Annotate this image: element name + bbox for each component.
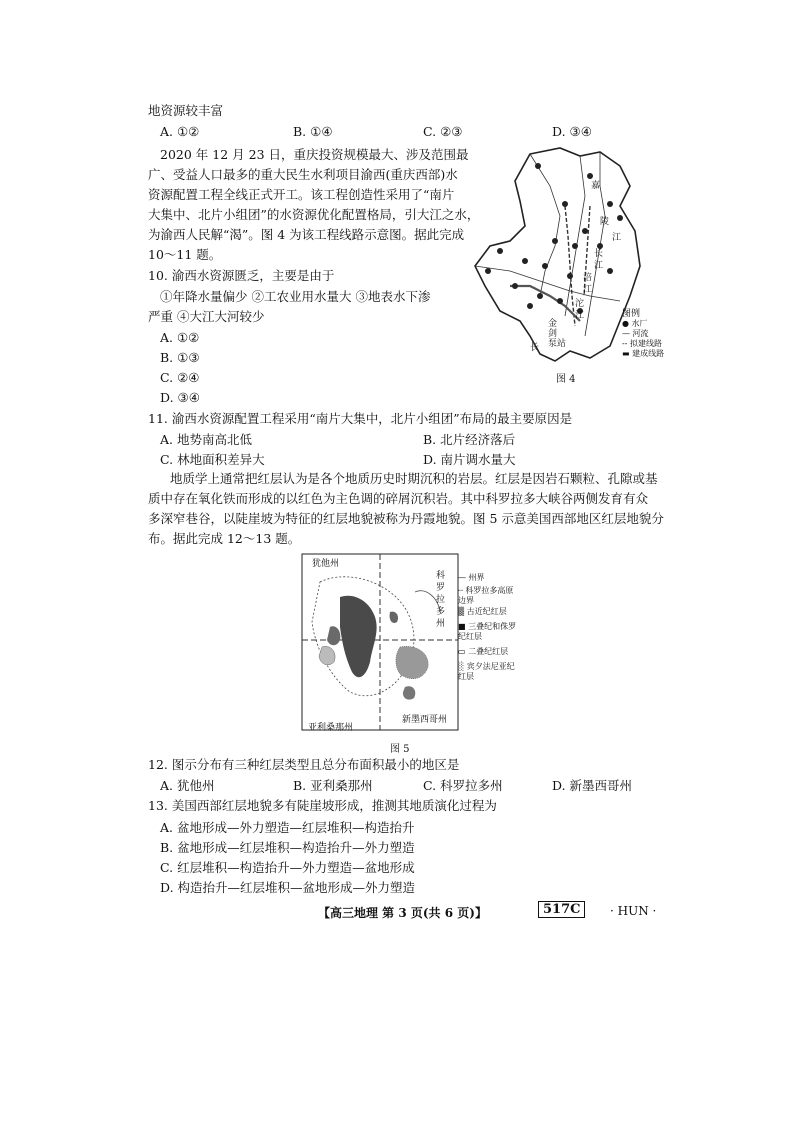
q13-option-a: A. 盆地形成—外力塑造—红层堆积—构造抬升 bbox=[160, 820, 415, 835]
q9-tail-text: 地资源较丰富 bbox=[148, 103, 224, 118]
figure5-legend-item bbox=[458, 622, 518, 642]
legend-label: 河流 bbox=[632, 329, 649, 338]
q12-stem: 12. 图示分布有三种红层类型且总分布面积最小的地区是 bbox=[148, 757, 460, 772]
passage2-line: 质中存在氧化铁而形成的以红色为主色调的碎屑沉积岩。其中科罗拉多大峡谷两侧发育有众 bbox=[148, 491, 649, 506]
passage1-line: 大集中、北片小组团”的水资源优化配置格局，引大江之水， bbox=[148, 207, 480, 222]
legend-label: 拟建线路 bbox=[629, 339, 662, 348]
passage1-line: 为渝西人民解“渴”。图 4 为该工程线路示意图。据此完成 bbox=[148, 227, 465, 242]
passage1-line: 2020 年 12 月 23 日，重庆投资规模最大、涉及范围最 bbox=[160, 147, 469, 162]
legend-label: 三叠纪和侏罗纪红层 bbox=[458, 622, 517, 641]
figure4-label: 泵站 bbox=[548, 339, 567, 349]
q9-option-a: A. ①② bbox=[160, 124, 200, 139]
q10-stem: 10. 渝西水资源匮乏，主要是由于 bbox=[148, 268, 335, 283]
legend-label: 古近纪红层 bbox=[466, 607, 507, 616]
figure5-legend-item bbox=[458, 572, 485, 583]
passage2-line: 多深窄巷谷，以陡崖坡为特征的红层地貌被称为丹霞地貌。图 5 示意美国西部地区红层地貌分 bbox=[148, 511, 664, 526]
q13-stem: 13. 美国西部红层地貌多有陡崖坡形成，推测其地质演化过程为 bbox=[148, 798, 497, 813]
legend-dots-icon: ░ bbox=[458, 662, 465, 671]
passage2-line: 地质学上通常把红层认为是各个地质历史时期沉积的岩层。红层是因岩石颗粒、孔隙或基 bbox=[170, 471, 658, 486]
passage2-line: 布。据此完成 12～13 题。 bbox=[148, 531, 301, 546]
q13-option-b: B. 盆地形成—红层堆积—构造抬升—外力塑造 bbox=[160, 840, 415, 855]
q9-option-b: B. ①④ bbox=[293, 124, 333, 139]
passage1-line: 10～11 题。 bbox=[148, 247, 222, 262]
figure4-label: 江 bbox=[594, 261, 604, 271]
legend-dot-icon: ● bbox=[622, 319, 629, 328]
figure4-label: 嘉 bbox=[591, 181, 601, 191]
legend-thick-icon: ▬ bbox=[622, 349, 630, 358]
q10-option-d: D. ③④ bbox=[160, 390, 200, 405]
q13-option-c: C. 红层堆积—构造抬升—外力塑造—盆地形成 bbox=[160, 860, 415, 875]
q12-option-c: C. 科罗拉多州 bbox=[423, 778, 503, 793]
q11-option-b: B. 北片经济落后 bbox=[423, 432, 516, 447]
q9-option-c: C. ②③ bbox=[423, 124, 463, 139]
legend-solid-icon: ■ bbox=[458, 622, 466, 631]
legend-line-icon: — bbox=[622, 329, 630, 338]
legend-light-icon: ▭ bbox=[458, 647, 466, 656]
q12-option-a: A. 犹他州 bbox=[160, 778, 215, 793]
q10-option-c: C. ②④ bbox=[160, 370, 200, 385]
footer-exam-code: 517C bbox=[538, 901, 585, 918]
q13-option-d: D. 构造抬升—红层堆积—盆地形成—外力塑造 bbox=[160, 880, 416, 895]
passage1-line: 广、受益人口最多的重大民生水利项目渝西(重庆西部)水 bbox=[148, 167, 458, 182]
legend-label: 科罗拉多高原边界 bbox=[458, 586, 514, 605]
q9-option-d: D. ③④ bbox=[552, 124, 592, 139]
figure4-label: 江 bbox=[575, 311, 585, 321]
figure4-label: 陵 bbox=[600, 217, 610, 227]
legend-label: 二叠纪红层 bbox=[468, 647, 509, 656]
legend-dotted-icon: ┈ bbox=[458, 586, 463, 595]
q11-stem: 11. 渝西水资源配置工程采用“南片大集中，北片小组团”布局的最主要原因是 bbox=[148, 411, 573, 426]
q10-items-line1: ①年降水量偏少 ②工农业用水量大 ③地表水下渗 bbox=[160, 289, 431, 304]
footer-page-info: 【高三地理 第 3 页(共 6 页)】 bbox=[318, 906, 487, 920]
figure4-label: 江 bbox=[612, 233, 622, 243]
figure5-legend-item bbox=[458, 662, 518, 682]
figure5-state-label: 犹他州 bbox=[312, 559, 340, 569]
figure5-state-label: 新墨西哥州 bbox=[402, 715, 448, 725]
figure5-state-label: 科罗拉多州 bbox=[436, 571, 446, 629]
passage1-line: 资源配置工程全线正式开工。该工程创造性采用了“南片 bbox=[148, 187, 455, 202]
figure5-legend-item bbox=[458, 586, 518, 606]
q11-option-d: D. 南片调水量大 bbox=[423, 452, 516, 467]
legend-label: 宾夕法尼亚纪红层 bbox=[458, 662, 515, 681]
q10-option-b: B. ①③ bbox=[160, 350, 200, 365]
figure4-label: 涪 bbox=[583, 273, 593, 283]
q11-option-c: C. 林地面积差异大 bbox=[160, 452, 265, 467]
q12-option-d: D. 新墨西哥州 bbox=[552, 778, 633, 793]
legend-line-icon: — bbox=[458, 573, 466, 582]
figure4-caption: 图 4 bbox=[556, 374, 576, 385]
figure4-label: 长 bbox=[594, 249, 604, 259]
figure4-label: 剑 bbox=[548, 329, 558, 339]
figure4-label: 金 bbox=[548, 319, 558, 329]
legend-label: 建成线路 bbox=[632, 349, 665, 358]
legend-hatch-icon: ▒ bbox=[458, 607, 465, 616]
figure4-label: 江 bbox=[583, 285, 593, 295]
figure4-label: 长 bbox=[530, 343, 540, 353]
q12-option-b: B. 亚利桑那州 bbox=[293, 778, 373, 793]
footer-region: · HUN · bbox=[610, 904, 657, 918]
legend-label: 州界 bbox=[468, 573, 485, 582]
q10-items-line2: 严重 ④大江大河较少 bbox=[148, 309, 265, 324]
figure5-caption: 图 5 bbox=[390, 744, 410, 755]
legend-dashed-icon: -- bbox=[622, 339, 628, 348]
figure5-state-label: 亚利桑那州 bbox=[308, 723, 354, 733]
legend-label: 水厂 bbox=[631, 319, 648, 328]
figure4-legend-item bbox=[622, 348, 664, 359]
figure5-legend-item bbox=[458, 646, 508, 657]
figure5-legend-item bbox=[458, 606, 507, 617]
q11-option-a: A. 地势南高北低 bbox=[160, 432, 252, 447]
figure4-legend-title: 图例 bbox=[622, 309, 641, 319]
figure4-label: 沱 bbox=[575, 299, 585, 309]
q10-option-a: A. ①② bbox=[160, 330, 200, 345]
